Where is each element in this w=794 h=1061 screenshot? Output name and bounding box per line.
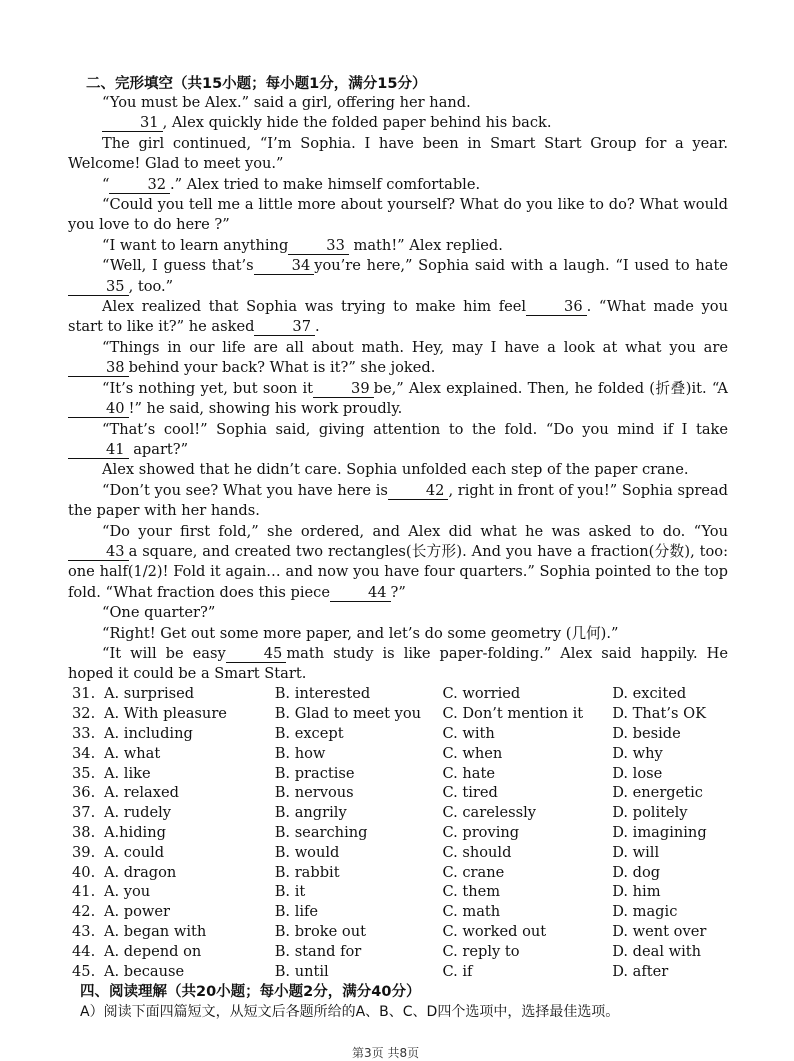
blank-31: 31 — [102, 115, 163, 132]
option-b: B. Glad to meet you — [274, 705, 422, 723]
passage-text: “It’s nothing yet, but soon it — [102, 379, 314, 397]
option-c: C. should — [442, 843, 512, 861]
option-c: C. hate — [442, 764, 495, 782]
option-row — [72, 803, 732, 823]
passage-text: . — [315, 318, 320, 336]
passage-paragraph — [68, 195, 728, 236]
passage-text: be,” Alex explained. Then, he folded (折叠)it. “A — [373, 379, 728, 397]
blank-37: 37 — [254, 319, 315, 336]
option-b: B. until — [274, 962, 329, 980]
question-number: 43. — [72, 922, 96, 940]
option-row — [72, 704, 732, 724]
option-c: C. when — [442, 744, 503, 762]
option-a: A. surprised — [103, 685, 195, 703]
passage-text: you’re here,” Sophia said with a laugh. “I used to hate — [314, 257, 728, 275]
blank-33: 33 — [288, 238, 349, 255]
question-number: 33. — [72, 724, 96, 742]
option-b: B. how — [274, 744, 326, 762]
passage-text: , Alex quickly hide the folded paper behind his back. — [162, 114, 552, 132]
passage-paragraph — [68, 297, 728, 338]
option-b: B. broke out — [274, 922, 366, 940]
blank-38: 38 — [68, 360, 129, 377]
passage-text: , too.” — [128, 277, 174, 295]
passage-paragraph — [68, 236, 728, 256]
blank-32: 32 — [109, 177, 170, 194]
passage-text: .” Alex tried to make himself comfortable. — [170, 175, 481, 193]
option-c: C. crane — [442, 863, 505, 881]
passage-text: “Things in our life are all about math. Hey, may I have a look at what you are — [102, 338, 728, 356]
option-c: C. carelessly — [442, 804, 537, 822]
option-row — [72, 961, 732, 981]
option-a: A.hiding — [103, 823, 166, 841]
option-row — [72, 783, 732, 803]
option-d: D. dog — [612, 863, 661, 881]
passage-text: Alex realized that Sophia was trying to make him feel — [102, 298, 527, 316]
passage-text: “That’s cool!” Sophia said, giving attention to the fold. “Do you mind if I take — [102, 420, 728, 438]
blank-34: 34 — [254, 258, 315, 275]
option-d: D. magic — [612, 903, 678, 921]
option-d: D. That’s OK — [612, 705, 706, 723]
option-d: D. imagining — [612, 823, 707, 841]
option-d: D. excited — [612, 685, 687, 703]
question-number: 31. — [72, 685, 96, 703]
passage-text: behind your back? What is it?” she joked. — [128, 359, 436, 377]
answer-options — [72, 684, 732, 981]
option-b: B. rabbit — [274, 863, 340, 881]
passage-text: !” he said, showing his work proudly. — [128, 400, 403, 418]
option-a: A. could — [103, 843, 165, 861]
cloze-passage — [68, 93, 728, 685]
option-b: B. stand for — [274, 942, 362, 960]
passage-text: “It will be easy — [102, 644, 226, 662]
option-row — [72, 941, 732, 961]
option-d: D. deal with — [612, 942, 702, 960]
passage-text: “I want to learn anything — [102, 236, 289, 254]
option-b: B. interested — [274, 685, 371, 703]
passage-text: “Do your first fold,” she ordered, and Alex did what he was asked to do. “You — [102, 522, 728, 540]
option-a: A. because — [103, 962, 185, 980]
option-b: B. except — [274, 724, 344, 742]
option-a: A. began with — [103, 922, 207, 940]
passage-paragraph — [68, 338, 728, 379]
passage-paragraph — [68, 256, 728, 297]
option-b: B. it — [274, 883, 306, 901]
passage-text: The girl continued, “I’m Sophia. I have been in Smart Start Group for a year. Welcome! Glad to meet you.” — [68, 134, 728, 173]
option-d: D. politely — [612, 804, 688, 822]
section-heading-reading: 四、阅读理解（共20小题；每小题2分，满分40分） — [80, 984, 421, 1000]
passage-text: , right in front of you!” Sophia spread the paper with her hands. — [68, 481, 728, 520]
option-row — [72, 823, 732, 843]
passage-text: “ — [102, 175, 110, 193]
blank-36: 36 — [526, 299, 587, 316]
option-b: B. life — [274, 903, 319, 921]
option-a: A. With pleasure — [103, 705, 227, 723]
option-d: D. went over — [612, 922, 707, 940]
passage-text: “One quarter?” — [102, 604, 216, 622]
option-c: C. them — [442, 883, 501, 901]
option-a: A. what — [103, 744, 161, 762]
option-row — [72, 902, 732, 922]
option-row — [72, 743, 732, 763]
passage-paragraph — [68, 624, 728, 644]
option-row — [72, 882, 732, 902]
passage-paragraph — [68, 460, 728, 480]
question-number: 38. — [72, 823, 96, 841]
question-number: 35. — [72, 764, 96, 782]
passage-text: apart?” — [128, 440, 189, 458]
passage-text: “Well, I guess that’s — [102, 257, 254, 275]
passage-text: “You must be Alex.” said a girl, offering her hand. — [102, 94, 471, 111]
option-b: B. nervous — [274, 784, 354, 802]
passage-paragraph — [68, 481, 728, 522]
option-c: C. math — [442, 903, 501, 921]
section-heading-cloze: 二、完形填空（共15小题；每小题1分，满分15分） — [86, 76, 427, 92]
question-number: 45. — [72, 962, 96, 980]
option-a: A. you — [103, 883, 151, 901]
blank-39: 39 — [313, 381, 374, 398]
blank-35: 35 — [68, 279, 129, 296]
option-b: B. searching — [274, 823, 368, 841]
option-a: A. relaxed — [103, 784, 179, 802]
question-number: 39. — [72, 843, 96, 861]
option-b: B. angrily — [274, 804, 347, 822]
passage-text: a square, and created two rectangles(长方形). And you have a fraction(分数), too: one half(1/2)! Fold it again… and now you have four quarters.” Sophia pointed to the top fold. “What fraction does this piece — [68, 542, 728, 601]
option-d: D. him — [612, 883, 661, 901]
option-c: C. reply to — [442, 942, 520, 960]
option-b: B. practise — [274, 764, 355, 782]
option-c: C. Don’t mention it — [442, 705, 584, 723]
option-c: C. with — [442, 724, 495, 742]
option-row — [72, 763, 732, 783]
page-footer: 第3页 共8页 — [352, 1046, 420, 1060]
passage-paragraph — [68, 175, 728, 195]
option-a: A. power — [103, 903, 171, 921]
blank-45: 45 — [226, 646, 287, 663]
passage-paragraph — [68, 379, 728, 420]
option-row — [72, 862, 732, 882]
option-d: D. after — [612, 962, 669, 980]
option-c: C. worked out — [442, 922, 547, 940]
passage-paragraph — [68, 134, 728, 175]
passage-text: “Don’t you see? What you have here is — [102, 481, 388, 499]
option-d: D. energetic — [612, 784, 703, 802]
question-number: 44. — [72, 942, 96, 960]
blank-40: 40 — [68, 401, 129, 418]
blank-41: 41 — [68, 442, 129, 459]
question-number: 37. — [72, 804, 96, 822]
question-number: 41. — [72, 883, 96, 901]
passage-text: math!” Alex replied. — [348, 236, 503, 254]
option-c: C. worried — [442, 685, 521, 703]
passage-paragraph — [68, 644, 728, 685]
option-b: B. would — [274, 843, 340, 861]
option-d: D. lose — [612, 764, 663, 782]
question-number: 42. — [72, 903, 96, 921]
option-c: C. if — [442, 962, 473, 980]
passage-text: . “What made you start to like it?” he asked — [68, 298, 728, 336]
option-row — [72, 684, 732, 704]
question-number: 40. — [72, 863, 96, 881]
passage-paragraph — [68, 113, 728, 133]
passage-paragraph — [68, 603, 728, 623]
blank-44: 44 — [330, 585, 391, 602]
passage-text: “Right! Get out some more paper, and let’s do some geometry (几何).” — [102, 624, 619, 642]
option-d: D. will — [612, 843, 660, 861]
option-a: A. dragon — [103, 863, 177, 881]
option-row — [72, 922, 732, 942]
passage-text: “Could you tell me a little more about yourself? What do you like to do? What would you love to do here ?” — [68, 196, 728, 234]
option-d: D. why — [612, 744, 663, 762]
option-a: A. including — [103, 724, 193, 742]
question-number: 36. — [72, 784, 96, 802]
reading-instruction: A）阅读下面四篇短文，从短文后各题所给的A、B、C、D四个选项中，选择最佳选项。 — [80, 1004, 620, 1020]
passage-paragraph — [68, 522, 728, 604]
option-a: A. like — [103, 764, 151, 782]
option-row — [72, 842, 732, 862]
passage-text: Alex showed that he didn’t care. Sophia unfolded each step of the paper crane. — [102, 461, 689, 479]
blank-43: 43 — [68, 544, 129, 561]
passage-paragraph — [68, 93, 728, 113]
question-number: 34. — [72, 744, 96, 762]
blank-42: 42 — [388, 483, 449, 500]
passage-paragraph — [68, 420, 728, 461]
option-c: C. proving — [442, 823, 520, 841]
passage-text: math study is like paper-folding.” Alex said happily. He hoped it could be a Smart Start. — [68, 644, 728, 683]
option-d: D. beside — [612, 724, 681, 742]
question-number: 32. — [72, 705, 96, 723]
passage-text: ?” — [390, 583, 406, 601]
option-a: A. depend on — [103, 942, 202, 960]
option-row — [72, 724, 732, 744]
option-c: C. tired — [442, 784, 498, 802]
option-a: A. rudely — [103, 804, 172, 822]
